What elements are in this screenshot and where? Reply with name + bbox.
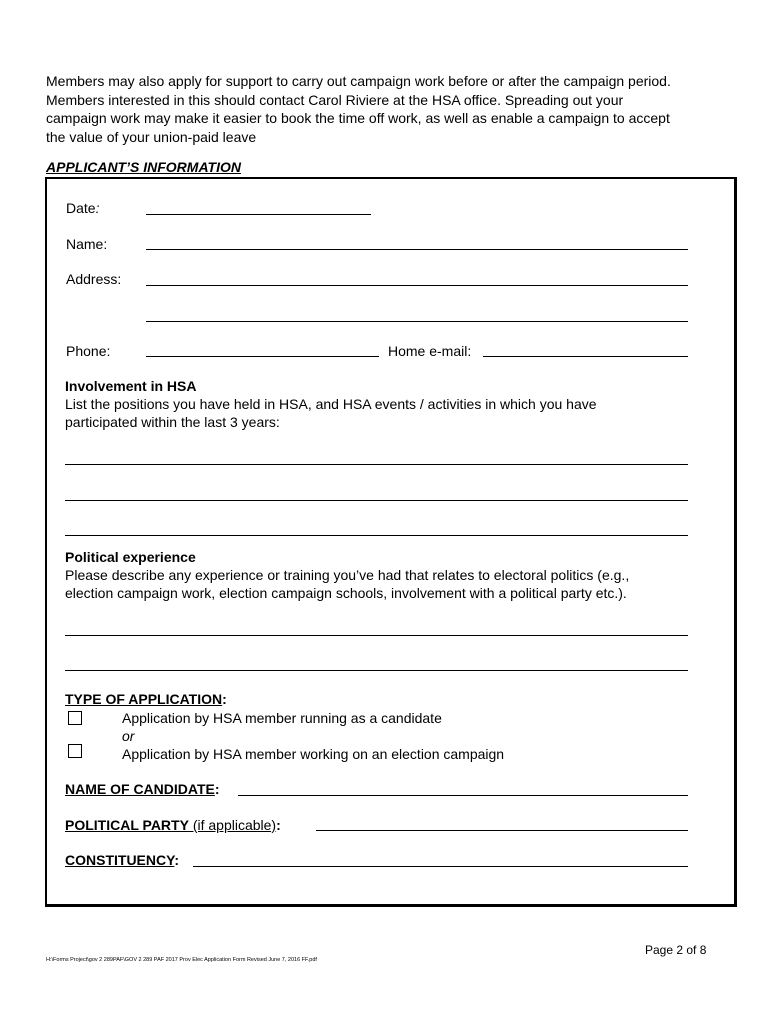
applicant-section-title: APPLICANT’S INFORMATION (46, 159, 241, 175)
intro-line: the value of your union-paid leave (46, 128, 257, 145)
candidate-name-label: NAME OF CANDIDATE: (65, 781, 220, 797)
address-field-line-2[interactable] (146, 321, 688, 322)
page-number: Page 2 of 8 (645, 943, 707, 957)
political-block (65, 548, 705, 602)
phone-field[interactable] (146, 356, 379, 357)
involvement-answer-line-2[interactable] (65, 500, 688, 501)
file-path: H:\Forms Project\gov 2 289PAF\GOV 2 289 PAF 2017 Prov Elec Application Form Revised June 7, 2016 FF.pdf (46, 957, 317, 963)
phone-label: Phone: (66, 343, 111, 359)
name-field[interactable] (146, 249, 688, 250)
constituency-field[interactable] (193, 866, 688, 867)
political-heading: Political experience (65, 549, 196, 565)
name-label: Name: (66, 236, 108, 252)
candidate-name-field[interactable] (238, 795, 688, 796)
involvement-answer-line-1[interactable] (65, 464, 688, 465)
involvement-heading: Involvement in HSA (65, 378, 197, 394)
political-party-field[interactable] (316, 830, 688, 831)
constituency-label: CONSTITUENCY: (65, 852, 180, 868)
email-label: Home e-mail: (388, 343, 472, 359)
involvement-instructions-cont: participated within the last 3 years: (65, 414, 280, 430)
intro-paragraph (46, 72, 736, 146)
involvement-block (65, 377, 705, 431)
address-label: Address: (66, 271, 122, 287)
date-field[interactable] (146, 214, 371, 215)
application-type-heading: TYPE OF APPLICATION: (65, 691, 227, 707)
political-instructions-cont: election campaign work, election campaign schools, involvement with a political party etc.). (65, 585, 627, 601)
address-field-line-1[interactable] (146, 285, 688, 286)
email-field[interactable] (483, 356, 688, 357)
campaign-worker-checkbox[interactable] (68, 744, 82, 758)
political-answer-line-1[interactable] (65, 635, 688, 636)
intro-line: Members may also apply for support to carry out campaign work before or after the campaign period. (46, 73, 671, 89)
intro-line: Members interested in this should contact Carol Riviere at the HSA office. Spreading out your (46, 91, 624, 108)
involvement-instructions: List the positions you have held in HSA, and HSA events / activities in which you have (65, 396, 597, 412)
political-instructions: Please describe any experience or training you’ve had that relates to electoral politics (e.g., (65, 567, 630, 583)
applicant-form-box (45, 177, 737, 907)
political-party-label: POLITICAL PARTY (if applicable): (65, 817, 281, 833)
candidate-option-label: Application by HSA member running as a candidate (122, 710, 442, 726)
candidate-checkbox[interactable] (68, 711, 82, 725)
political-answer-line-2[interactable] (65, 670, 688, 671)
involvement-answer-line-3[interactable] (65, 535, 688, 536)
or-text: or (122, 728, 135, 744)
intro-line: campaign work may make it easier to book the time off work, as well as enable a campaign to accept (46, 110, 670, 126)
campaign-worker-option-label: Application by HSA member working on an election campaign (122, 746, 505, 762)
date-label: Date: (66, 200, 100, 216)
